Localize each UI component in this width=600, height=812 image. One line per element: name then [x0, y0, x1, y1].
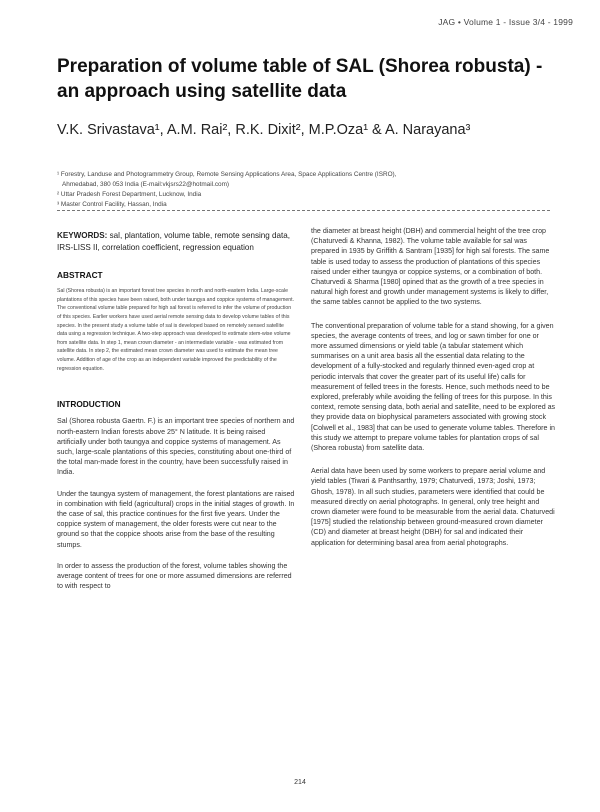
affiliation-line: ¹ Forestry, Landuse and Photogrammetry Group, Remote Sensing Applications Area, Space Applications Centre (ISRO), — [57, 171, 397, 178]
affiliation-line: ³ Master Control Facility, Hassan, India — [57, 201, 167, 208]
body-paragraph: In order to assess the production of the forest, volume tables showing the average content of trees for one or more assumed dimensions are referred to with respect to — [57, 561, 292, 591]
abstract-heading: ABSTRACT — [57, 270, 103, 280]
journal-header: JAG • Volume 1 - Issue 3/4 - 1999 — [438, 17, 573, 27]
keywords — [57, 230, 295, 254]
paper-title: Preparation of volume table of SAL (Shorea robusta) - an approach using satellite data — [57, 56, 543, 102]
introduction-heading: INTRODUCTION — [57, 399, 121, 410]
body-paragraph: Aerial data have been used by some workers to prepare aerial volume and yield tables (Tiwari & Panthsarthy, 1979; Chaturvedi, 1973; Joshi, 1973; Ghosh, 1978). In all such studies, parameters were identified that could be measured directly on aerial photographs. In general, only tree height and crown diameter were found to be measurable from the aerial data. Chaturvedi [1975] studied the relationship between ground-measured crown diameter (CD) and diameter at breast height (DBH) for sal and indicated their application for determining basal area from aerial photographs. — [311, 467, 555, 547]
body-paragraph: The conventional preparation of volume table for a stand showing, for a given species, the average contents of trees, and log or sawn timber for one or more assumed dimensions or yield table (a tabular statement which summarises on a unit area basis all the essential data relating to the development of a fully-stocked and regularly thinned even-aged crop at periodic intervals that cover the greater part of its useful life) calls for measurement of felled trees in the forests. Hence, such methods need to be explored, preferably while avoiding the felling of trees for this purpose. In this context, remote sensing data, both aerial and satellite, need to be explored as they provide data on biophysical parameters associated with growing stock [Colwell et al., 1983] that can be used to generate volume tables. Therefore in this study we attempt to prepare volume tables for plantation crops of sal (Shorea robusta) from satellite data. — [311, 321, 556, 453]
abstract-text: Sal (Shorea robusta) is an important forest tree species in north and north-eastern India. Large-scale plantations of this species have been raised, both under taungya and coppice systems of management. The conventional volume table prepared for high sal forest is referred to infer the volume of production of this species. Earlier workers have used aerial remote sensing data to develop volume tables of this species. In the present study a volume table of sal is developed based on remotely sensed satellite data using a regression technique. A two-step approach was developed to estimate stem-wise volume from satellite data. In step 1, mean crown diameter - an intermediate variable - was estimated from satellite data. In step 2, the estimated mean crown diameter was used to estimate the mean tree volume. Addition of age of the crop as an independent variable improved the predictability of the regression equation. — [57, 288, 295, 372]
introduction-body — [57, 416, 295, 591]
body-paragraph: Sal (Shorea robusta Gaertn. F.) is an important tree species of northern and north-eastern Indian forests above 25° N latitude. It is being raised artificially under both taungya and coppice systems of management. As such, large-scale plantations of this species, constituting about one-third of the total man-made forest in the country, have been successfully raised in India. — [57, 417, 295, 477]
affiliation-line: Ahmedabad, 380 053 India (E-mail:vkjsrs22@hotmail.com) — [62, 181, 230, 188]
body-paragraph: the diameter at breast height (DBH) and commercial height of the tree crop (Chaturvedi & Khanna, 1982). The volume table available for sal was prepared in 1935 by Griffith & Santram [1935] for high sal forests. The same table is used today to assess the production of plantations of this species raised under either taungya or coppice systems, or a combination of both. Chaturvedi & Sharma [1980] opined that as the growth of a tree species in natural high forest and growth under management systems is likely to differ, the same tables cannot be applied to the two systems. — [311, 227, 550, 307]
affiliation-line: ² Uttar Pradesh Forest Department, Lucknow, India — [57, 191, 202, 198]
affiliations — [57, 170, 527, 210]
right-column — [311, 226, 557, 561]
body-paragraph: Under the taungya system of management, the forest plantations are raised in combination with field (agricultural) crops in the initial stages of growth. In the case of sal, this practice continues for the first five years. Under the coppice system of management, the older forests were cut near to the ground so that the coppice shoots arise from the base of the resulting stumps. — [57, 489, 295, 549]
page-number: 214 — [294, 779, 306, 786]
separator-rule — [57, 210, 550, 211]
keywords-text: sal, plantation, volume table, remote sensing data, IRS-LISS II, correlation coefficient, regression equation — [57, 231, 291, 252]
keywords-label: KEYWORDS: — [57, 231, 108, 240]
author-list: V.K. Srivastava¹, A.M. Rai², R.K. Dixit², M.P.Oza¹ & A. Narayana³ — [57, 122, 471, 138]
left-column — [57, 226, 295, 602]
